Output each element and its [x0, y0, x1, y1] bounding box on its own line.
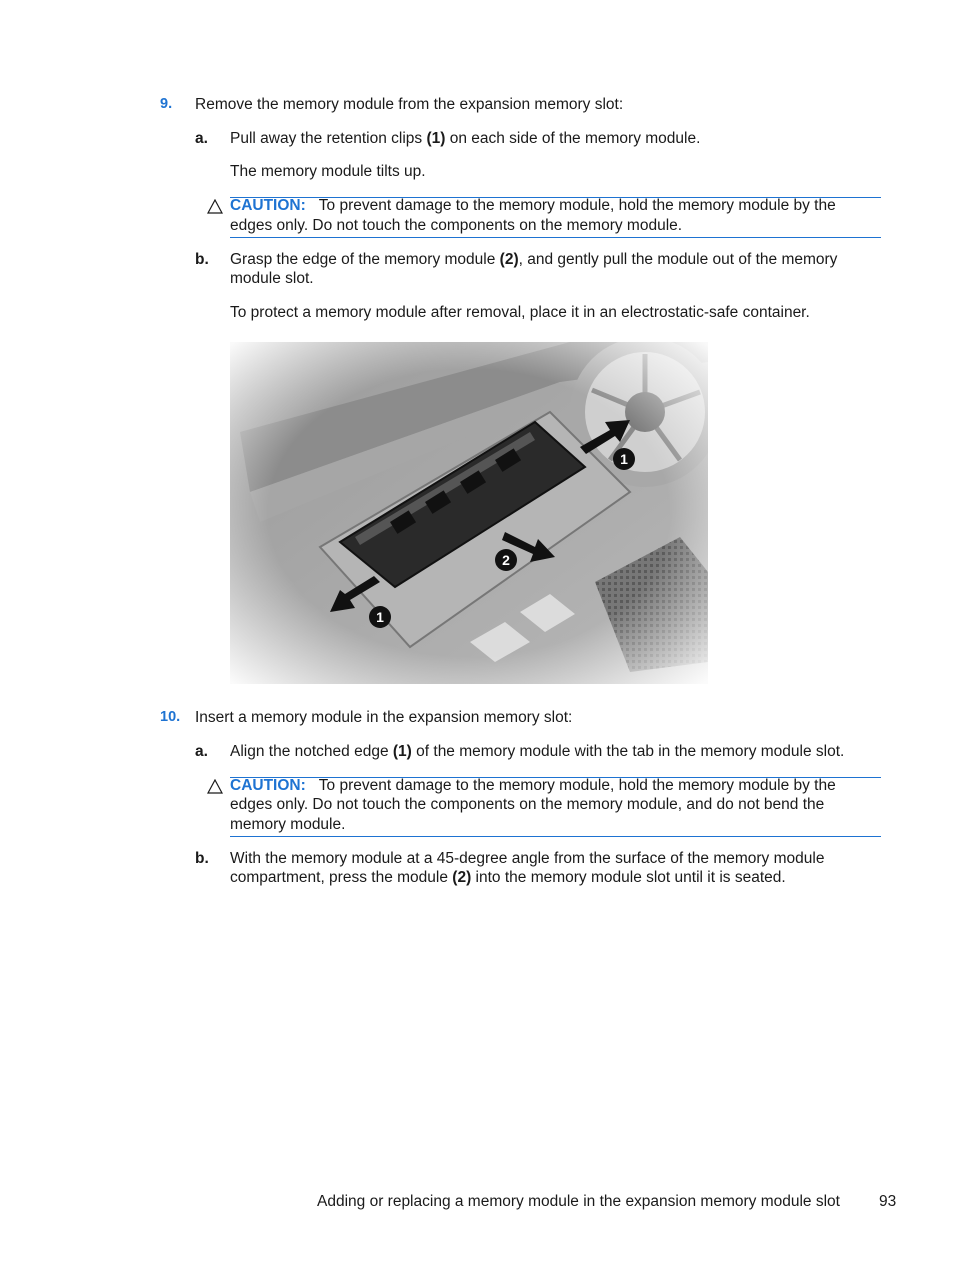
- substep-label: a.: [195, 130, 208, 147]
- step-text: Remove the memory module from the expansion memory slot:: [195, 96, 624, 113]
- caution-line: [230, 776, 836, 796]
- memory-module-illustration: [230, 342, 708, 684]
- text-run: compartment, press the module: [230, 869, 453, 886]
- caution-line: memory module.: [230, 816, 346, 833]
- page-number: 93: [879, 1193, 897, 1210]
- text-run: on each side of the memory module.: [445, 130, 701, 147]
- text-run: Pull away the retention clips: [230, 130, 427, 147]
- caution-label: CAUTION:: [230, 777, 306, 794]
- caution-line: edges only. Do not touch the components on the memory module, and do not bend the: [230, 796, 825, 813]
- step-number: 9.: [160, 96, 173, 112]
- substep-label: b.: [195, 251, 209, 268]
- substep-text: [230, 250, 837, 270]
- text-run: of the memory module with the tab in the memory module slot.: [411, 743, 845, 760]
- caution-triangle-icon: [207, 199, 223, 214]
- caution-line: edges only. Do not touch the components on the memory module.: [230, 217, 683, 234]
- callout-ref: (2): [499, 251, 519, 268]
- step-number: 10.: [160, 709, 181, 725]
- substep-text: [230, 742, 844, 762]
- callout-ref: (1): [392, 743, 412, 760]
- callout-ref: (2): [452, 869, 472, 886]
- substep-note: To protect a memory module after removal, place it in an electrostatic-safe container.: [230, 304, 810, 321]
- substep-label: b.: [195, 850, 209, 867]
- caution-line: [230, 196, 836, 216]
- text-run: Align the notched edge: [230, 743, 393, 760]
- caution-triangle-icon: [207, 779, 223, 794]
- text-run: into the memory module slot until it is seated.: [471, 869, 786, 886]
- substep-label: a.: [195, 743, 208, 760]
- substep-text: module slot.: [230, 270, 314, 287]
- text-run: Grasp the edge of the memory module: [230, 251, 500, 268]
- substep-text: [230, 868, 786, 888]
- caution-label: CAUTION:: [230, 197, 306, 214]
- caution-text: To prevent damage to the memory module, hold the memory module by the: [318, 197, 836, 214]
- substep-note: The memory module tilts up.: [230, 163, 426, 180]
- substep-text: With the memory module at a 45-degree angle from the surface of the memory module: [230, 850, 825, 867]
- caution-text: To prevent damage to the memory module, hold the memory module by the: [318, 777, 836, 794]
- substep-text: [230, 129, 700, 149]
- step-text: Insert a memory module in the expansion memory slot:: [195, 709, 573, 726]
- text-run: , and gently pull the module out of the memory: [518, 251, 838, 268]
- footer-title: Adding or replacing a memory module in the expansion memory module slot: [317, 1193, 840, 1210]
- callout-ref: (1): [426, 130, 446, 147]
